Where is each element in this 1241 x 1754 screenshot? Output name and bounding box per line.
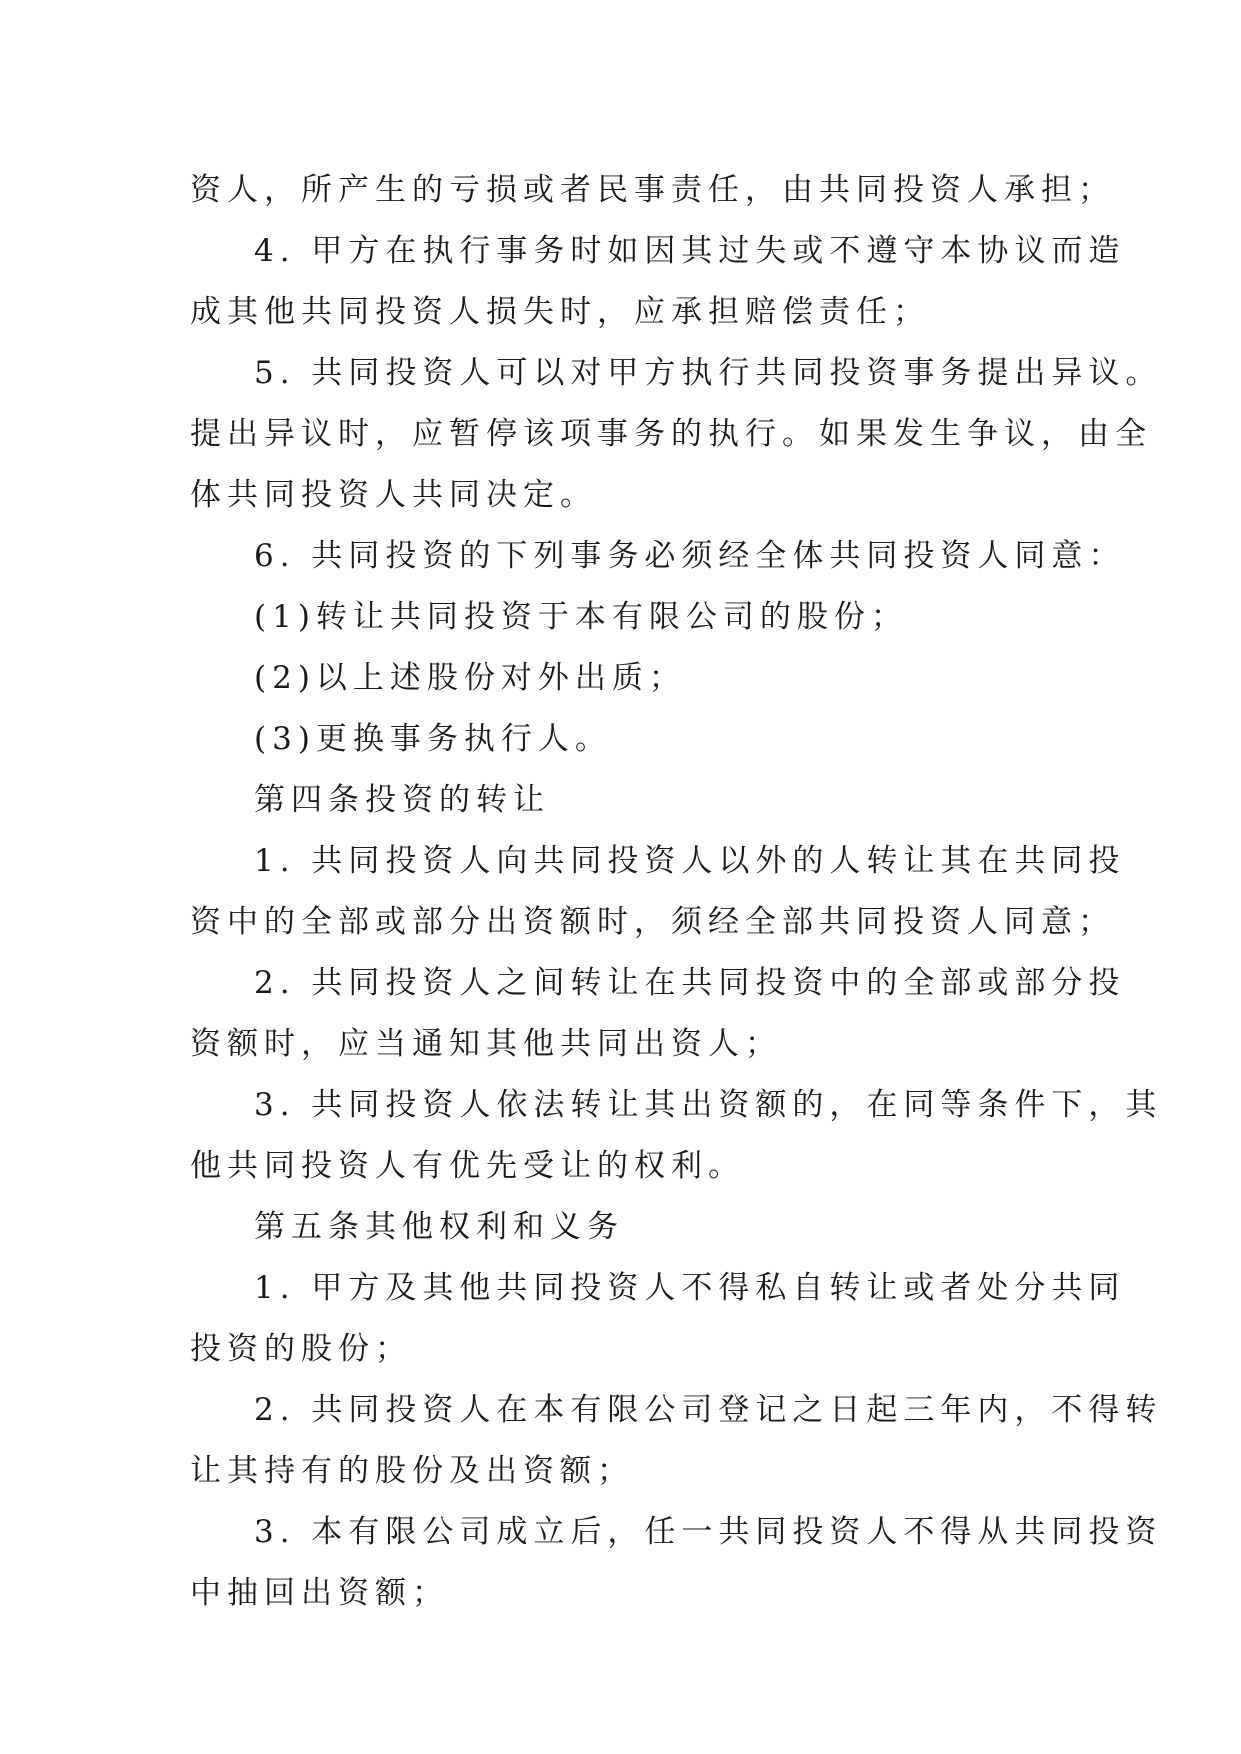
article-4-clause-2-line: 2. 共同投资人之间转让在共同投资中的全部或部分投 (254, 965, 1126, 1001)
text-line: 他共同投资人有优先受让的权利。 (190, 1148, 745, 1184)
text-line: 资额时，应当通知其他共同出资人； (190, 1026, 782, 1062)
text-line: 成其他共同投资人损失时，应承担赔偿责任； (190, 294, 930, 330)
article-5-clause-2-line: 2. 共同投资人在本有限公司登记之日起三年内，不得转 (254, 1392, 1163, 1428)
clause-6-line: 6. 共同投资的下列事务必须经全体共同投资人同意： (254, 538, 1126, 574)
article-5-clause-3-line: 3. 本有限公司成立后，任一共同投资人不得从共同投资 (254, 1514, 1163, 1550)
text-line: 投资的股份； (190, 1331, 412, 1367)
text-line: 资中的全部或部分出资额时，须经全部共同投资人同意； (190, 904, 1115, 940)
document-body (190, 160, 1163, 1624)
clause-5-line: 5. 共同投资人可以对甲方执行共同投资事务提出异议。 (254, 355, 1163, 391)
text-line: 中抽回出资额； (190, 1575, 449, 1611)
sub-item-3: (3)更换事务执行人。 (254, 721, 612, 757)
clause-4-line: 4. 甲方在执行事务时如因其过失或不遵守本协议而造 (254, 233, 1126, 269)
sub-item-2: (2)以上述股份对外出质； (254, 660, 686, 696)
section-heading-article-4: 第四条投资的转让 (254, 782, 550, 818)
text-line: 资人，所产生的亏损或者民事责任，由共同投资人承担； (190, 172, 1115, 208)
text-line: 提出异议时，应暂停该项事务的执行。如果发生争议，由全 (190, 416, 1152, 452)
article-5-clause-1-line: 1. 甲方及其他共同投资人不得私自转让或者处分共同 (254, 1270, 1126, 1306)
article-4-clause-1-line: 1. 共同投资人向共同投资人以外的人转让其在共同投 (254, 843, 1126, 879)
text-line: 让其持有的股份及出资额； (190, 1453, 634, 1489)
text-line: 体共同投资人共同决定。 (190, 477, 597, 513)
section-heading-article-5: 第五条其他权利和义务 (254, 1209, 624, 1245)
sub-item-1: (1)转让共同投资于本有限公司的股份； (254, 599, 908, 635)
article-4-clause-3-line: 3. 共同投资人依法转让其出资额的，在同等条件下，其 (254, 1087, 1163, 1123)
